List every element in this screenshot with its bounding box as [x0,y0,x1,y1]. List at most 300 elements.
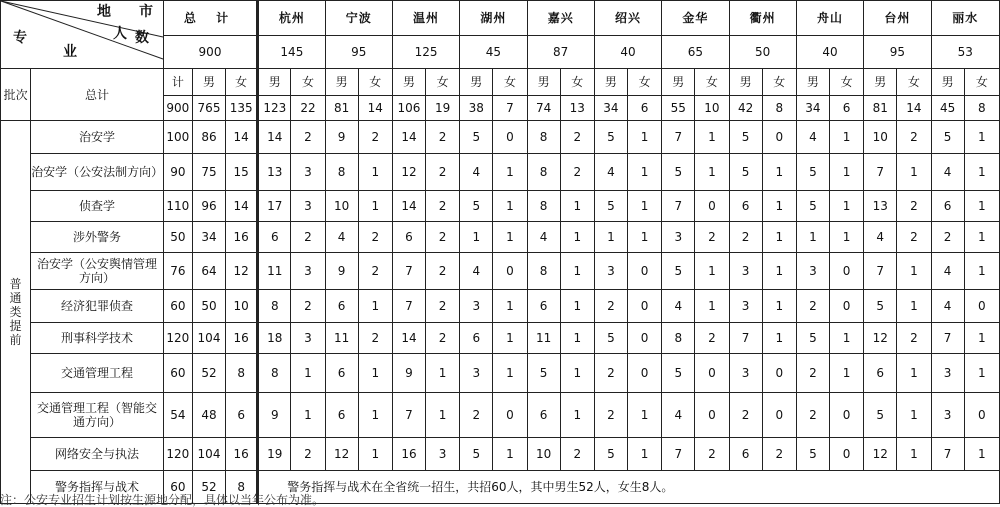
totals-cell: 900 [163,96,192,121]
totals-cell: 81 [325,96,358,121]
value-cell: 86 [192,121,225,154]
value-cell: 6 [527,393,560,438]
city-male-header: 男 [258,69,291,96]
city-name: 舟山 [796,1,863,36]
value-cell: 1 [830,191,864,222]
city-female-header: 女 [830,69,864,96]
value-cell: 1 [762,191,796,222]
value-cell: 3 [291,253,325,290]
value-cell: 1 [493,323,527,354]
col-male-header: 男 [192,69,225,96]
value-cell: 16 [392,438,425,471]
value-cell: 4 [662,393,695,438]
value-cell: 1 [897,393,931,438]
value-cell: 5 [460,121,493,154]
value-cell: 5 [864,393,897,438]
value-cell: 3 [729,253,762,290]
value-cell: 120 [163,438,192,471]
value-cell: 7 [931,438,964,471]
value-cell: 14 [226,191,258,222]
value-cell: 7 [392,393,425,438]
value-cell: 0 [628,354,662,393]
value-cell: 60 [163,290,192,323]
category-cell [1,121,31,504]
value-cell: 6 [325,393,358,438]
value-cell: 1 [358,354,392,393]
value-cell: 5 [662,253,695,290]
value-cell: 1 [358,191,392,222]
category-label: 普通类提前 [9,277,22,347]
diag-major-a: 专 [13,30,27,46]
major-name: 交通管理工程（智能交通方向） [31,393,164,438]
value-cell: 3 [291,154,325,191]
value-cell: 1 [796,222,829,253]
value-cell: 50 [163,222,192,253]
value-cell: 120 [163,323,192,354]
value-cell: 8 [527,154,560,191]
value-cell: 5 [527,354,560,393]
value-cell: 14 [392,191,425,222]
value-cell: 2 [291,290,325,323]
value-cell: 4 [864,222,897,253]
value-cell: 7 [662,121,695,154]
value-cell: 1 [358,154,392,191]
city-name: 湖州 [460,1,527,36]
city-female-header: 女 [762,69,796,96]
value-cell: 1 [964,154,999,191]
city-name: 丽水 [931,1,1000,36]
totals-cell: 10 [695,96,729,121]
value-cell: 10 [325,191,358,222]
value-cell: 16 [226,438,258,471]
city-count: 65 [662,36,729,69]
value-cell: 16 [226,323,258,354]
value-cell: 5 [662,154,695,191]
value-cell: 4 [325,222,358,253]
batch-label: 批次 [1,69,31,121]
value-cell: 4 [931,290,964,323]
value-cell: 0 [628,253,662,290]
totals-cell: 19 [426,96,460,121]
value-cell: 1 [964,121,999,154]
value-cell: 2 [426,154,460,191]
value-cell: 2 [426,253,460,290]
value-cell: 1 [897,290,931,323]
major-name: 警务指挥与战术 [31,471,164,504]
value-cell: 12 [864,438,897,471]
value-cell: 1 [830,323,864,354]
value-cell: 96 [192,191,225,222]
value-cell: 1 [628,154,662,191]
totals-cell: 14 [358,96,392,121]
value-cell: 7 [392,290,425,323]
value-cell: 9 [325,253,358,290]
value-cell: 1 [493,354,527,393]
value-cell: 1 [560,393,594,438]
value-cell: 2 [358,253,392,290]
totals-cell: 34 [796,96,829,121]
value-cell: 18 [258,323,291,354]
value-cell: 5 [460,191,493,222]
value-cell: 0 [964,290,999,323]
value-cell: 3 [426,438,460,471]
major-name: 治安学（公安舆情管理方向） [31,253,164,290]
value-cell: 0 [493,121,527,154]
totals-cell: 34 [594,96,627,121]
city-name: 台州 [864,1,931,36]
value-cell: 48 [192,393,225,438]
value-cell: 2 [897,323,931,354]
totals-cell: 8 [762,96,796,121]
value-cell: 1 [628,222,662,253]
value-cell: 3 [460,290,493,323]
city-male-header: 男 [931,69,964,96]
col-total-header: 计 [163,69,192,96]
value-cell: 11 [527,323,560,354]
value-cell: 4 [931,253,964,290]
value-cell: 4 [594,154,627,191]
value-cell: 3 [291,323,325,354]
value-cell: 100 [163,121,192,154]
value-cell: 12 [392,154,425,191]
value-cell: 52 [192,354,225,393]
value-cell: 9 [258,393,291,438]
value-cell: 1 [560,323,594,354]
totals-cell: 14 [897,96,931,121]
value-cell: 1 [493,222,527,253]
totals-cell: 6 [830,96,864,121]
value-cell: 2 [897,191,931,222]
value-cell: 1 [897,438,931,471]
major-name: 侦查学 [31,191,164,222]
value-cell: 9 [392,354,425,393]
unified-enrollment-note: 警务指挥与战术在全省统一招生，共招60人，其中男生52人，女生8人。 [258,471,1000,504]
city-male-header: 男 [729,69,762,96]
value-cell: 4 [931,154,964,191]
value-cell: 1 [358,290,392,323]
value-cell: 6 [226,393,258,438]
totals-cell: 42 [729,96,762,121]
value-cell: 14 [226,121,258,154]
value-cell: 2 [729,222,762,253]
city-count: 45 [460,36,527,69]
value-cell: 1 [964,253,999,290]
table-row [1,121,1000,154]
value-cell: 2 [426,222,460,253]
value-cell: 1 [964,323,999,354]
value-cell: 0 [830,438,864,471]
value-cell: 1 [830,154,864,191]
totals-cell: 6 [628,96,662,121]
value-cell: 1 [560,290,594,323]
city-count: 40 [594,36,661,69]
value-cell: 1 [493,438,527,471]
value-cell: 14 [392,121,425,154]
value-cell: 0 [762,393,796,438]
value-cell: 2 [426,323,460,354]
value-cell: 10 [226,290,258,323]
value-cell: 19 [258,438,291,471]
value-cell: 3 [594,253,627,290]
value-cell: 5 [796,154,829,191]
value-cell: 8 [527,121,560,154]
value-cell: 8 [226,354,258,393]
value-cell: 1 [493,154,527,191]
value-cell: 6 [864,354,897,393]
value-cell: 1 [762,253,796,290]
value-cell: 0 [493,253,527,290]
value-cell: 1 [628,438,662,471]
value-cell: 12 [226,253,258,290]
value-cell: 4 [460,154,493,191]
city-male-header: 男 [392,69,425,96]
value-cell: 6 [325,354,358,393]
diag-count-b: 数 [135,30,149,46]
city-name: 金华 [662,1,729,36]
value-cell: 2 [291,121,325,154]
value-cell: 7 [864,253,897,290]
city-male-header: 男 [796,69,829,96]
value-cell: 8 [226,471,258,504]
value-cell: 1 [830,222,864,253]
value-cell: 76 [163,253,192,290]
table-row [1,222,1000,253]
value-cell: 3 [796,253,829,290]
city-male-header: 男 [460,69,493,96]
value-cell: 1 [493,290,527,323]
value-cell: 2 [594,354,627,393]
city-name: 宁波 [325,1,392,36]
value-cell: 14 [258,121,291,154]
value-cell: 5 [729,154,762,191]
value-cell: 7 [662,438,695,471]
city-female-header: 女 [695,69,729,96]
value-cell: 2 [897,222,931,253]
value-cell: 8 [325,154,358,191]
value-cell: 1 [695,253,729,290]
value-cell: 2 [762,438,796,471]
value-cell: 0 [830,290,864,323]
value-cell: 1 [830,121,864,154]
value-cell: 2 [594,393,627,438]
value-cell: 8 [527,253,560,290]
totals-cell: 22 [291,96,325,121]
value-cell: 8 [258,290,291,323]
value-cell: 10 [864,121,897,154]
value-cell: 7 [864,154,897,191]
value-cell: 12 [325,438,358,471]
value-cell: 1 [762,154,796,191]
diag-count-a: 人 [113,26,127,42]
city-name: 嘉兴 [527,1,594,36]
major-name: 交通管理工程 [31,354,164,393]
major-name: 经济犯罪侦查 [31,290,164,323]
value-cell: 5 [594,438,627,471]
value-cell: 1 [628,393,662,438]
city-male-header: 男 [864,69,897,96]
value-cell: 1 [291,354,325,393]
value-cell: 2 [426,121,460,154]
totals-cell: 123 [258,96,291,121]
value-cell: 5 [931,121,964,154]
value-cell: 2 [594,290,627,323]
city-female-header: 女 [628,69,662,96]
value-cell: 2 [291,222,325,253]
total-row-label: 总计 [31,69,164,121]
value-cell: 34 [192,222,225,253]
value-cell: 75 [192,154,225,191]
total-label: 总 计 [163,1,257,36]
value-cell: 4 [527,222,560,253]
value-cell: 0 [695,354,729,393]
value-cell: 5 [729,121,762,154]
diag-region-a: 地 [97,4,111,20]
value-cell: 2 [931,222,964,253]
value-cell: 4 [662,290,695,323]
value-cell: 0 [762,354,796,393]
header-row-cities [1,1,1000,36]
city-count: 125 [392,36,459,69]
value-cell: 90 [163,154,192,191]
value-cell: 8 [662,323,695,354]
value-cell: 5 [460,438,493,471]
value-cell: 14 [392,323,425,354]
major-name: 刑事科学技术 [31,323,164,354]
value-cell: 0 [493,393,527,438]
value-cell: 0 [830,393,864,438]
value-cell: 1 [493,191,527,222]
value-cell: 1 [560,253,594,290]
value-cell: 6 [527,290,560,323]
city-count: 145 [258,36,325,69]
value-cell: 16 [226,222,258,253]
city-count: 95 [325,36,392,69]
value-cell: 15 [226,154,258,191]
value-cell: 64 [192,253,225,290]
value-cell: 0 [830,253,864,290]
value-cell: 2 [560,121,594,154]
subheader-row [1,69,1000,96]
value-cell: 1 [426,354,460,393]
value-cell: 1 [594,222,627,253]
value-cell: 5 [796,323,829,354]
value-cell: 3 [931,393,964,438]
value-cell: 5 [864,290,897,323]
value-cell: 2 [291,438,325,471]
value-cell: 7 [392,253,425,290]
table-row [1,354,1000,393]
value-cell: 2 [460,393,493,438]
major-name: 涉外警务 [31,222,164,253]
totals-cell: 7 [493,96,527,121]
city-name: 绍兴 [594,1,661,36]
city-female-header: 女 [426,69,460,96]
value-cell: 1 [964,438,999,471]
city-female-header: 女 [358,69,392,96]
city-count: 40 [796,36,863,69]
city-male-header: 男 [662,69,695,96]
value-cell: 1 [358,438,392,471]
value-cell: 6 [460,323,493,354]
value-cell: 2 [358,121,392,154]
major-name: 治安学 [31,121,164,154]
totals-cell: 81 [864,96,897,121]
value-cell: 60 [163,471,192,504]
value-cell: 17 [258,191,291,222]
value-cell: 1 [460,222,493,253]
value-cell: 2 [897,121,931,154]
totals-cell: 13 [560,96,594,121]
table-row [1,154,1000,191]
value-cell: 4 [460,253,493,290]
city-male-header: 男 [527,69,560,96]
value-cell: 4 [796,121,829,154]
value-cell: 2 [560,154,594,191]
city-count: 95 [864,36,931,69]
totals-cell: 765 [192,96,225,121]
value-cell: 0 [695,393,729,438]
value-cell: 0 [762,121,796,154]
value-cell: 5 [796,191,829,222]
city-count: 50 [729,36,796,69]
footnote: 注：公安专业招生计划按生源地分配，具体以当年公布为准。 [0,493,325,507]
major-name: 治安学（公安法制方向） [31,154,164,191]
value-cell: 0 [964,393,999,438]
value-cell: 0 [695,191,729,222]
value-cell: 6 [729,438,762,471]
value-cell: 2 [358,222,392,253]
city-name: 衢州 [729,1,796,36]
table-row [1,438,1000,471]
value-cell: 1 [560,191,594,222]
value-cell: 1 [560,354,594,393]
value-cell: 1 [695,290,729,323]
value-cell: 5 [796,438,829,471]
table-row [1,253,1000,290]
value-cell: 6 [392,222,425,253]
value-cell: 1 [695,121,729,154]
table-row [1,191,1000,222]
value-cell: 10 [527,438,560,471]
value-cell: 1 [897,154,931,191]
value-cell: 5 [594,191,627,222]
value-cell: 11 [258,253,291,290]
value-cell: 6 [258,222,291,253]
value-cell: 2 [695,438,729,471]
value-cell: 2 [796,393,829,438]
value-cell: 1 [695,154,729,191]
value-cell: 1 [762,323,796,354]
city-female-header: 女 [560,69,594,96]
value-cell: 12 [864,323,897,354]
city-name: 温州 [392,1,459,36]
value-cell: 1 [762,290,796,323]
value-cell: 104 [192,323,225,354]
value-cell: 54 [163,393,192,438]
value-cell: 5 [594,323,627,354]
city-female-header: 女 [291,69,325,96]
value-cell: 60 [163,354,192,393]
value-cell: 6 [729,191,762,222]
total-value: 900 [163,36,257,69]
value-cell: 13 [258,154,291,191]
value-cell: 3 [729,354,762,393]
totals-cell: 74 [527,96,560,121]
value-cell: 9 [325,121,358,154]
value-cell: 11 [325,323,358,354]
totals-cell: 135 [226,96,258,121]
city-female-header: 女 [897,69,931,96]
